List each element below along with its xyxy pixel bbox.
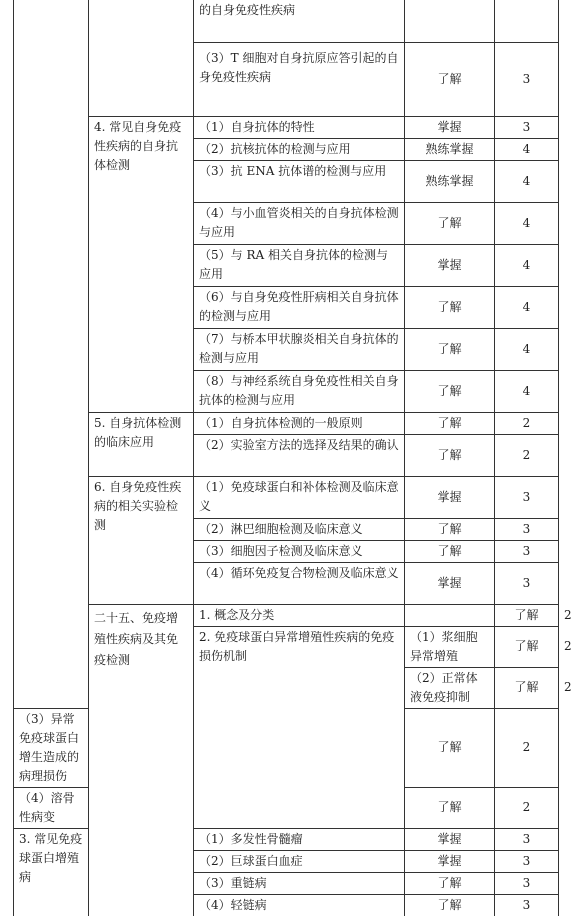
topic-cell: 4. 常见自身免疫性疾病的自身抗体检测 <box>89 116 194 412</box>
level-cell: 了解 <box>405 42 495 116</box>
level-cell: 了解 <box>405 708 495 787</box>
hours-cell: 3 <box>495 42 559 116</box>
level-cell: 了解 <box>405 787 495 828</box>
level-cell: 了解 <box>495 604 559 626</box>
hours-cell: 2 <box>495 787 559 828</box>
hours-cell: 2 <box>495 708 559 787</box>
level-cell: 了解 <box>495 667 559 708</box>
item-cell: （1）多发性骨髓瘤 <box>194 828 405 850</box>
table-row <box>14 412 559 434</box>
hours-cell: 4 <box>495 244 559 286</box>
hours-cell: 4 <box>495 202 559 244</box>
hours-cell: 3 <box>495 116 559 138</box>
item-cell: （4）循环免疫复合物检测及临床意义 <box>194 562 405 604</box>
topic-cell: 1. 概念及分类 <box>194 604 405 626</box>
item-cell: （3）细胞因子检测及临床意义 <box>194 540 405 562</box>
level-cell: 掌握 <box>405 116 495 138</box>
hours-cell: 4 <box>495 138 559 160</box>
hours-cell <box>495 0 559 42</box>
item-cell: （2）淋巴细胞检测及临床意义 <box>194 518 405 540</box>
topic-cell: 5. 自身抗体检测的临床应用 <box>89 412 194 476</box>
level-cell <box>405 0 495 42</box>
item-cell: （1）免疫球蛋白和补体检测及临床意义 <box>194 476 405 518</box>
syllabus-table <box>13 0 572 916</box>
level-cell: 掌握 <box>405 850 495 872</box>
table-row <box>14 116 559 138</box>
level-cell: 熟练掌握 <box>405 160 495 202</box>
hours-cell: 3 <box>495 872 559 894</box>
item-cell: （4）与小血管炎相关的自身抗体检测与应用 <box>194 202 405 244</box>
hours-cell: 2 <box>495 412 559 434</box>
level-cell: 掌握 <box>405 244 495 286</box>
topic-cell: 3. 常见免疫球蛋白增殖病 <box>14 828 89 916</box>
item-cell: （8）与神经系统自身免疫性相关自身抗体的检测与应用 <box>194 370 405 412</box>
level-cell: 了解 <box>405 370 495 412</box>
hours-cell: 3 <box>495 476 559 518</box>
hours-cell: 3 <box>495 828 559 850</box>
item-cell: （7）与桥本甲状腺炎相关自身抗体的检测与应用 <box>194 328 405 370</box>
level-cell: 熟练掌握 <box>405 138 495 160</box>
item-cell: （2）实验室方法的选择及结果的确认 <box>194 434 405 476</box>
hours-cell: 3 <box>495 518 559 540</box>
level-cell: 掌握 <box>405 562 495 604</box>
unit-cell-continued <box>14 0 89 708</box>
topic-cell: 6. 自身免疫性疾病的相关实验检测 <box>89 476 194 604</box>
item-cell: （3）重链病 <box>194 872 405 894</box>
level-cell: 了解 <box>405 518 495 540</box>
level-cell: 了解 <box>405 434 495 476</box>
hours-cell: 3 <box>495 894 559 916</box>
table-row: 二十五、免疫增殖性疾病及其免疫检测 1. 概念及分类 了解 2 <box>14 604 559 626</box>
hours-cell: 4 <box>495 370 559 412</box>
item-cell: （5）与 RA 相关自身抗体的检测与应用 <box>194 244 405 286</box>
level-cell: 了解 <box>405 202 495 244</box>
item-cell: （1）浆细胞异常增殖 <box>405 626 495 667</box>
hours-cell: 4 <box>495 328 559 370</box>
level-cell: 了解 <box>405 540 495 562</box>
level-cell: 了解 <box>495 626 559 667</box>
item-cell: （2）抗核抗体的检测与应用 <box>194 138 405 160</box>
item-cell: （2）正常体液免疫抑制 <box>405 667 495 708</box>
unit-cell: 二十五、免疫增殖性疾病及其免疫检测 <box>89 604 194 916</box>
hours-cell: 4 <box>495 286 559 328</box>
item-cell: （3）T 细胞对自身抗原应答引起的自身免疫性疾病 <box>194 42 405 116</box>
table-row <box>14 0 559 42</box>
hours-cell: 3 <box>495 562 559 604</box>
item-cell: （1）自身抗体检测的一般原则 <box>194 412 405 434</box>
topic-cell-continued <box>89 0 194 116</box>
item-cell <box>405 604 495 626</box>
hours-cell: 2 <box>495 434 559 476</box>
level-cell: 了解 <box>405 412 495 434</box>
topic-cell: 2. 免疫球蛋白异常增殖性疾病的免疫损伤机制 <box>194 626 405 828</box>
hours-cell: 3 <box>495 850 559 872</box>
table-row: （2）正常体液免疫抑制 了解 2 <box>14 667 559 708</box>
table-row <box>14 476 559 518</box>
item-cell: （4）轻链病 <box>194 894 405 916</box>
hours-cell: 3 <box>495 540 559 562</box>
item-cell: （2）巨球蛋白血症 <box>194 850 405 872</box>
table-row: 2. 免疫球蛋白异常增殖性疾病的免疫损伤机制 （1）浆细胞异常增殖 了解 2 <box>14 626 559 667</box>
item-cell: （3）抗 ENA 抗体谱的检测与应用 <box>194 160 405 202</box>
item-cell: （6）与自身免疫性肝病相关自身抗体的检测与应用 <box>194 286 405 328</box>
item-cell: （3）异常免疫球蛋白增生造成的病理损伤 <box>14 708 89 787</box>
level-cell: 了解 <box>405 328 495 370</box>
hours-cell: 4 <box>495 160 559 202</box>
item-cell: （1）自身抗体的特性 <box>194 116 405 138</box>
level-cell: 掌握 <box>405 828 495 850</box>
level-cell: 掌握 <box>405 476 495 518</box>
level-cell: 了解 <box>405 872 495 894</box>
item-cell: 的自身免疫性疾病 <box>194 0 405 42</box>
level-cell: 了解 <box>405 286 495 328</box>
level-cell: 了解 <box>405 894 495 916</box>
item-cell: （4）溶骨性病变 <box>14 787 89 828</box>
